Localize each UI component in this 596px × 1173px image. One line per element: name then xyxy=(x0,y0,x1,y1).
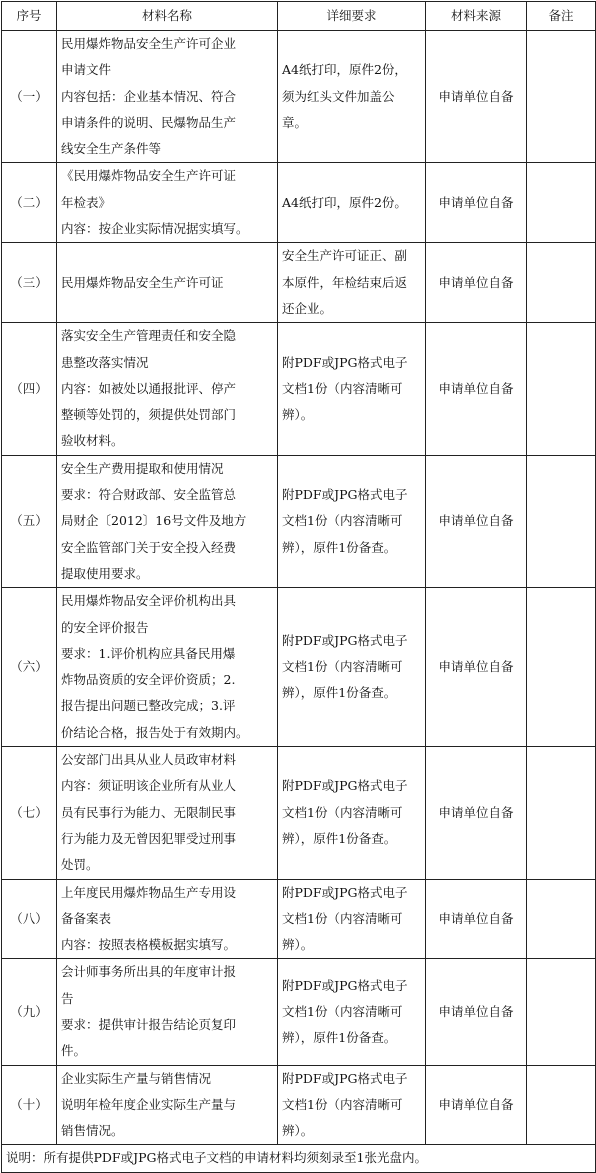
material-name: 安全生产费用提取和使用情况 要求：符合财政部、安全监管总 局财企〔2012〕16号文件及地方 安全监管部门关于安全投入经费 提取使用要求。 xyxy=(57,455,278,587)
table-body xyxy=(2,31,596,1145)
header-source: 材料来源 xyxy=(426,2,527,31)
header-remark: 备注 xyxy=(527,2,596,31)
material-source: 申请单位自备 xyxy=(426,959,527,1065)
detail-requirement: 附PDF或JPG格式电子 文档1份（内容清晰可 辨）。 xyxy=(278,1065,426,1145)
table-row xyxy=(2,1065,596,1145)
table-row xyxy=(2,588,596,747)
material-source: 申请单位自备 xyxy=(426,1065,527,1145)
material-name: 民用爆炸物品安全生产许可企业 申请文件 内容包括：企业基本情况、符合 申请条件的说明、民爆物品生产 线安全生产条件等 xyxy=(57,31,278,163)
table-row xyxy=(2,323,596,455)
remark-cell xyxy=(527,31,596,163)
detail-requirement: 附PDF或JPG格式电子 文档1份（内容清晰可 辨）。 xyxy=(278,879,426,959)
note-text: 说明：所有提供PDF或JPG格式电子文档的申请材料均须刻录至1张光盘内。 xyxy=(2,1145,596,1172)
header-requirement: 详细要求 xyxy=(278,2,426,31)
table-row xyxy=(2,163,596,243)
remark-cell xyxy=(527,1065,596,1145)
header-row xyxy=(2,2,596,31)
remark-cell xyxy=(527,588,596,747)
row-number: （五） xyxy=(2,455,57,587)
header-name: 材料名称 xyxy=(57,2,278,31)
row-number: （一） xyxy=(2,31,57,163)
row-number: （十） xyxy=(2,1065,57,1145)
header-no: 序号 xyxy=(2,2,57,31)
table-row xyxy=(2,747,596,879)
detail-requirement: A4纸打印，原件2份， 须为红头文件加盖公 章。 xyxy=(278,31,426,163)
material-name: 《民用爆炸物品安全生产许可证 年检表》 内容：按企业实际情况据实填写。 xyxy=(57,163,278,243)
material-name: 企业实际生产量与销售情况 说明年检年度企业实际生产量与 销售情况。 xyxy=(57,1065,278,1145)
material-name: 上年度民用爆炸物品生产专用设 备备案表 内容：按照表格模板据实填写。 xyxy=(57,879,278,959)
row-number: （八） xyxy=(2,879,57,959)
detail-requirement: 安全生产许可证正、副 本原件，年检结束后返 还企业。 xyxy=(278,243,426,323)
remark-cell xyxy=(527,455,596,587)
material-source: 申请单位自备 xyxy=(426,323,527,455)
table-row xyxy=(2,879,596,959)
material-source: 申请单位自备 xyxy=(426,588,527,747)
table-row xyxy=(2,959,596,1065)
note-row xyxy=(2,1145,596,1172)
table-row xyxy=(2,31,596,163)
material-source: 申请单位自备 xyxy=(426,243,527,323)
detail-requirement: 附PDF或JPG格式电子 文档1份（内容清晰可 辨），原件1份备查。 xyxy=(278,588,426,747)
remark-cell xyxy=(527,959,596,1065)
material-name: 落实安全生产管理责任和安全隐 患整改落实情况 内容：如被处以通报批评、停产 整顿等处罚的，须提供处罚部门 验收材料。 xyxy=(57,323,278,455)
material-source: 申请单位自备 xyxy=(426,747,527,879)
materials-table xyxy=(1,1,596,1173)
row-number: （四） xyxy=(2,323,57,455)
row-number: （九） xyxy=(2,959,57,1065)
detail-requirement: A4纸打印，原件2份。 xyxy=(278,163,426,243)
row-number: （七） xyxy=(2,747,57,879)
row-number: （六） xyxy=(2,588,57,747)
material-name: 会计师事务所出具的年度审计报 告 要求：提供审计报告结论页复印 件。 xyxy=(57,959,278,1065)
detail-requirement: 附PDF或JPG格式电子 文档1份（内容清晰可 辨）。 xyxy=(278,323,426,455)
remark-cell xyxy=(527,323,596,455)
detail-requirement: 附PDF或JPG格式电子 文档1份（内容清晰可 辨），原件1份备查。 xyxy=(278,959,426,1065)
detail-requirement: 附PDF或JPG格式电子 文档1份（内容清晰可 辨），原件1份备查。 xyxy=(278,455,426,587)
material-name: 民用爆炸物品安全评价机构出具 的安全评价报告 要求：1.评价机构应具备民用爆 炸物品资质的安全评价资质；2. 报告提出问题已整改完成；3.评 价结论合格，报告处于有效期内。 xyxy=(57,588,278,747)
table-row xyxy=(2,243,596,323)
remark-cell xyxy=(527,243,596,323)
material-source: 申请单位自备 xyxy=(426,163,527,243)
row-number: （三） xyxy=(2,243,57,323)
table-row xyxy=(2,455,596,587)
detail-requirement: 附PDF或JPG格式电子 文档1份（内容清晰可 辨），原件1份备查。 xyxy=(278,747,426,879)
remark-cell xyxy=(527,879,596,959)
remark-cell xyxy=(527,163,596,243)
material-source: 申请单位自备 xyxy=(426,31,527,163)
row-number: （二） xyxy=(2,163,57,243)
material-name: 公安部门出具从业人员政审材料 内容：须证明该企业所有从业人 员有民事行为能力、无限制民事 行为能力及无曾因犯罪受过刑事 处罚。 xyxy=(57,747,278,879)
material-name: 民用爆炸物品安全生产许可证 xyxy=(57,243,278,323)
remark-cell xyxy=(527,747,596,879)
material-source: 申请单位自备 xyxy=(426,455,527,587)
material-source: 申请单位自备 xyxy=(426,879,527,959)
